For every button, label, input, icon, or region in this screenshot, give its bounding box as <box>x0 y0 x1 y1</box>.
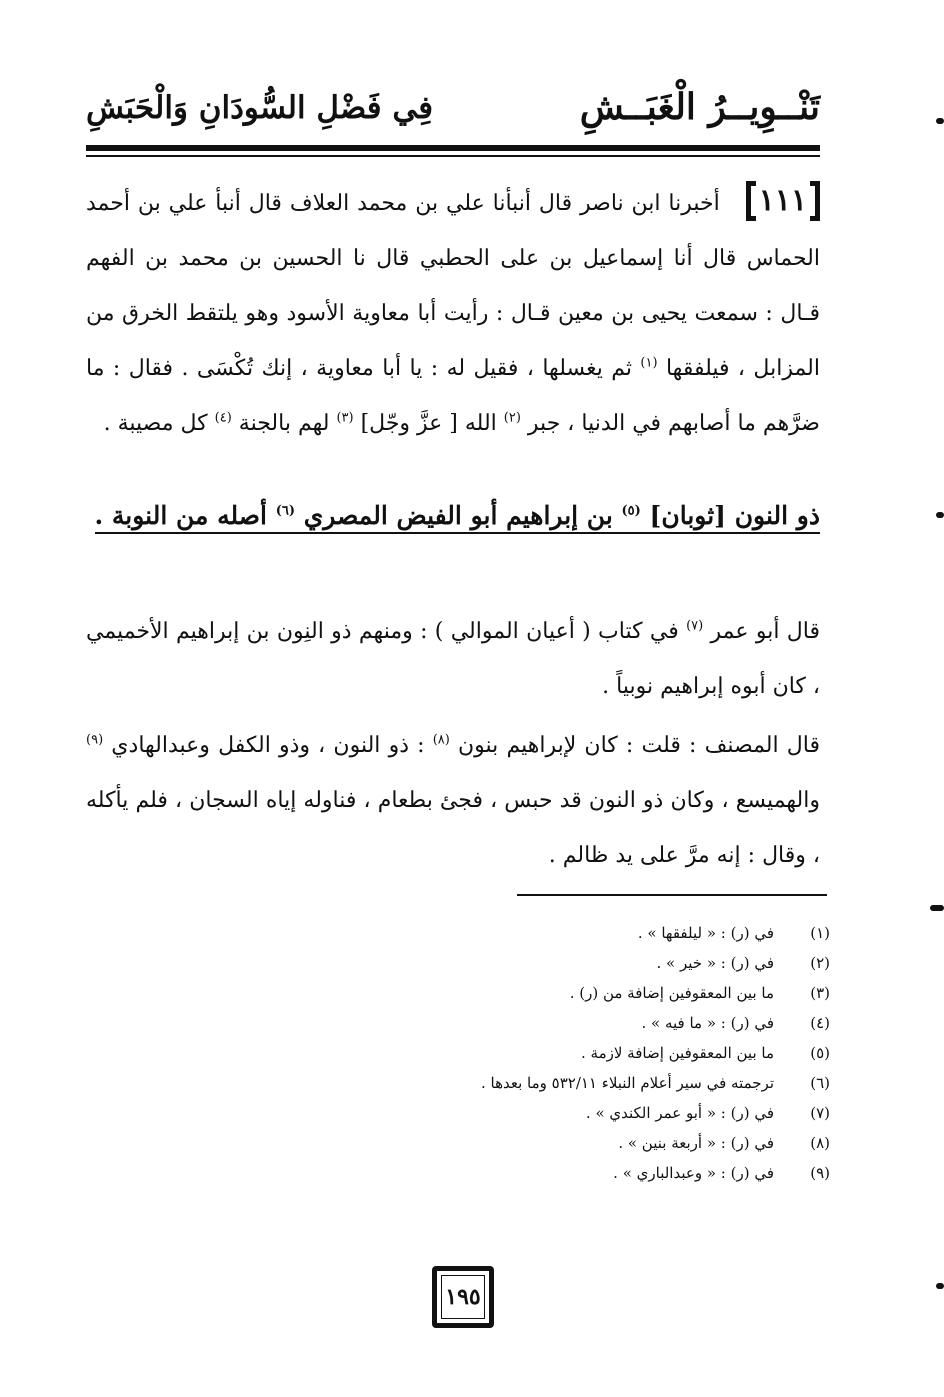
footnote-number: (١) <box>810 924 830 942</box>
entry-number-badge: ١١١ <box>746 181 820 221</box>
footnote-ref-9: (٩) <box>86 732 104 748</box>
footnote-number: (٣) <box>810 984 830 1002</box>
footnote <box>400 1128 830 1158</box>
header-rule-thin <box>86 155 820 157</box>
footnote <box>400 978 830 1008</box>
scan-edge-mark <box>930 905 944 911</box>
heading-text-b: بن إبراهيم أبو الفيض المصري <box>303 501 613 530</box>
entry-text-b: ثم يغسلها ، فقيل له : يا أبا معاوية ، إنك تُكْسَى . فقال : ما ضرَّهم ما أصابهم في الدنيا ، جبر <box>86 356 820 436</box>
footnote-number: (٧) <box>810 1104 830 1122</box>
footnote-text: ما بين المعقوفين إضافة لازمة . <box>581 1044 774 1062</box>
entry-text-c: الله [ عزَّ وجّل] <box>360 411 497 436</box>
book-title: تَنْــوِيــرُ الْغَبَــشِ <box>579 86 820 128</box>
footnote-number: (٦) <box>810 1074 830 1092</box>
footnote-number: (٩) <box>810 1164 830 1182</box>
page-number-text: ١٩٥ <box>445 1284 481 1310</box>
header-rule-thick <box>86 145 820 151</box>
footnote-ref-5: (٥) <box>621 503 641 519</box>
footnote-text: في (ر) : « أربعة بنين » . <box>618 1134 774 1152</box>
entry-text: أخبرنا ابن ناصر قال أنبأنا علي بن محمد العلاف قال أنبأ علي بن أحمد الحماس قال أنا إسماعيل بن على الحطبي قال نا الحسين بن محمد بن الفهم قـال : سمعت يحيى بن معين قـال : رأيت أبا معاوية الأسود وهو يلتقط الخرق من المزابل ، فيلفقها <box>86 191 820 381</box>
footnote-ref-2: (٢) <box>503 410 521 426</box>
footnote-text: في (ر) : « وعبدالباري » . <box>613 1164 774 1182</box>
footnote <box>400 948 830 978</box>
footnote <box>400 1068 830 1098</box>
footnote-ref-3: (٣) <box>336 410 354 426</box>
footnote <box>400 1158 830 1188</box>
footnote-text: في (ر) : « خير » . <box>656 954 774 972</box>
scan-edge-mark <box>936 118 944 124</box>
footnote-ref-8: (٨) <box>432 732 450 748</box>
para2-text-b: في كتاب ( أعيان الموالي ) : ومنهم ذو النِون بن إبراهيم الأخميمي ، كان أبوه إبراهيم نوبياً . <box>86 619 820 699</box>
running-header <box>86 80 820 140</box>
paragraph-abu-umar <box>86 604 820 714</box>
footnote-number: (٤) <box>810 1014 830 1032</box>
entry-paragraph <box>86 176 820 451</box>
footnote-text: في (ر) : « ما فيه » . <box>641 1014 774 1032</box>
para3-text-c: والهميسع ، وكان ذو النون قد حبس ، فجئ بطعام ، فناوله إياه السجان ، فلم يأكله ، وقال : إنه مرَّ على يد ظالم . <box>86 788 820 868</box>
para3-text-b: : ذو النون ، وذو الكفل وعبدالهادي <box>111 733 425 758</box>
footnote-text: في (ر) : « أبو عمر الكندي » . <box>585 1104 774 1122</box>
footnote-number: (٨) <box>810 1134 830 1152</box>
footnote-number: (٥) <box>810 1044 830 1062</box>
footnote-ref-6: (٦) <box>275 503 295 519</box>
footnotes <box>400 918 830 1188</box>
footnote-number: (٢) <box>810 954 830 972</box>
para2-text-a: قال أبو عمر <box>710 619 820 644</box>
entry-text-d: لهم بالجنة <box>238 411 330 436</box>
footnote-separator <box>517 894 827 896</box>
scan-edge-mark <box>936 1283 944 1289</box>
footnote <box>400 1098 830 1128</box>
footnote <box>400 1008 830 1038</box>
para3-text-a: قال المصنف : قلت : كان لإبراهيم بنون <box>458 733 820 758</box>
footnote-ref-7: (٧) <box>686 618 704 634</box>
page-number <box>432 1266 494 1328</box>
footnote-ref-4: (٤) <box>214 410 232 426</box>
book-subtitle: فِي فَضْلِ السُّودَانِ وَالْحَبَشِ <box>86 90 434 126</box>
heading-text-c: أصله من النوبة . <box>94 501 267 530</box>
paragraph-author <box>86 718 820 883</box>
footnote-text: ترجمته في سير أعلام النبلاء ٥٣٢/١١ وما بعدها . <box>480 1074 774 1092</box>
heading-text-a: ذو النون [ثوبان] <box>649 501 820 530</box>
scan-edge-mark <box>936 512 944 518</box>
footnote-text: في (ر) : « ليلفقها » . <box>637 924 774 942</box>
footnote-ref-1: (١) <box>640 355 658 371</box>
section-heading <box>86 490 820 542</box>
footnote-text: ما بين المعقوفين إضافة من (ر) . <box>569 984 774 1002</box>
footnote <box>400 918 830 948</box>
footnote <box>400 1038 830 1068</box>
entry-text-e: كل مصيبة . <box>103 411 208 436</box>
